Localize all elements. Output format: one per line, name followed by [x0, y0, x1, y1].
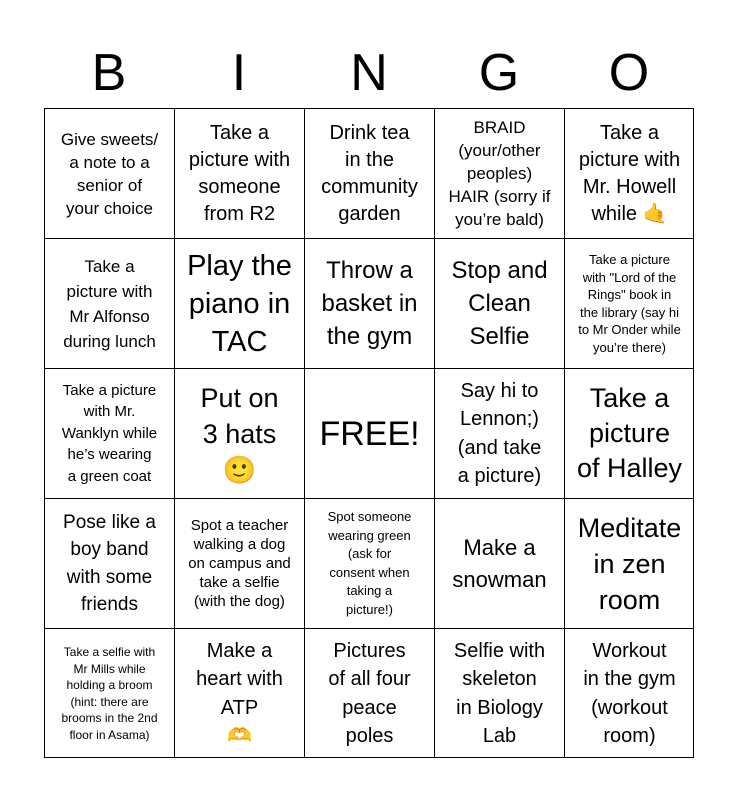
header-letter-o: O	[608, 44, 650, 102]
bingo-cell[interactable]	[434, 108, 564, 238]
bingo-cell[interactable]	[434, 368, 564, 498]
bingo-cell[interactable]	[434, 498, 564, 628]
bingo-cell[interactable]	[304, 498, 434, 628]
bingo-cell[interactable]	[564, 628, 694, 758]
bingo-cell[interactable]	[174, 498, 304, 628]
bingo-cell[interactable]	[174, 628, 304, 758]
cell-text: Take a picture with "Lord of the Rings" book in the library (say hi to Mr Onder while you’re there)	[578, 252, 681, 355]
bingo-cell[interactable]	[174, 368, 304, 498]
header-letter-i: I	[231, 44, 247, 102]
cell-text: Take a selfie with Mr Mills while holding a broom (hint: there are brooms in the 2nd floor in Asama)	[61, 645, 158, 742]
bingo-cell[interactable]	[44, 238, 174, 368]
bingo-header	[44, 38, 694, 108]
cell-text: Make a snowman	[452, 534, 547, 592]
free-space-text: FREE!	[319, 414, 420, 453]
header-letter-n: N	[350, 44, 388, 102]
bingo-cell[interactable]	[564, 498, 694, 628]
cell-text: Take a picture of Halley	[576, 383, 683, 483]
bingo-cell[interactable]	[44, 108, 174, 238]
cell-text: Give sweets/ a note to a senior of your choice	[60, 129, 159, 218]
cell-text: Put on 3 hats 🙂	[200, 382, 279, 485]
bingo-cell[interactable]	[44, 628, 174, 758]
cell-text: Spot a teacher walking a dog on campus and take a selfie (with the dog)	[188, 517, 291, 610]
bingo-cell[interactable]	[304, 628, 434, 758]
cell-text: Drink tea in the community garden	[321, 121, 418, 225]
cell-text: Take a picture with Mr. Howell while 🤙	[578, 121, 681, 225]
cell-text: Workout in the gym (workout room)	[583, 639, 676, 747]
cell-text: BRAID (your/other peoples) HAIR (sorry if you’re bald)	[448, 118, 551, 229]
cell-text: Pose like a boy band with some friends	[63, 511, 156, 615]
bingo-card-grid	[44, 108, 694, 758]
cell-text: Stop and Clean Selfie	[451, 257, 548, 350]
bingo-cell[interactable]	[564, 368, 694, 498]
cell-text: Take a picture with someone from R2	[188, 121, 291, 225]
cell-text: Throw a basket in the gym	[321, 257, 418, 350]
header-letter-b: B	[91, 44, 127, 102]
cell-text: Say hi to Lennon;) (and take a picture)	[457, 379, 542, 487]
cell-text: Play the piano in TAC	[187, 249, 292, 358]
cell-text: Meditate in zen room	[577, 512, 682, 615]
bingo-cell[interactable]	[434, 238, 564, 368]
bingo-cell[interactable]	[174, 238, 304, 368]
bingo-cell[interactable]	[44, 498, 174, 628]
cell-text: Selfie with skeleton in Biology Lab	[453, 639, 546, 747]
bingo-cell[interactable]	[304, 108, 434, 238]
cell-text: Take a picture with Mr Alfonso during lunch	[63, 256, 156, 351]
bingo-cell[interactable]	[304, 238, 434, 368]
bingo-cell[interactable]	[564, 108, 694, 238]
cell-text: Spot someone wearing green (ask for consent when taking a picture!)	[327, 509, 412, 617]
bingo-cell[interactable]	[174, 108, 304, 238]
header-letter-g: G	[478, 44, 520, 102]
cell-text: Pictures of all four peace poles	[328, 639, 411, 747]
bingo-cell[interactable]	[44, 368, 174, 498]
cell-text: Make a heart with ATP 🫶	[196, 639, 283, 747]
bingo-cell[interactable]	[564, 238, 694, 368]
free-space-cell[interactable]	[304, 368, 434, 498]
bingo-cell[interactable]	[434, 628, 564, 758]
cell-text: Take a picture with Mr. Wanklyn while he’s wearing a green coat	[61, 381, 158, 485]
